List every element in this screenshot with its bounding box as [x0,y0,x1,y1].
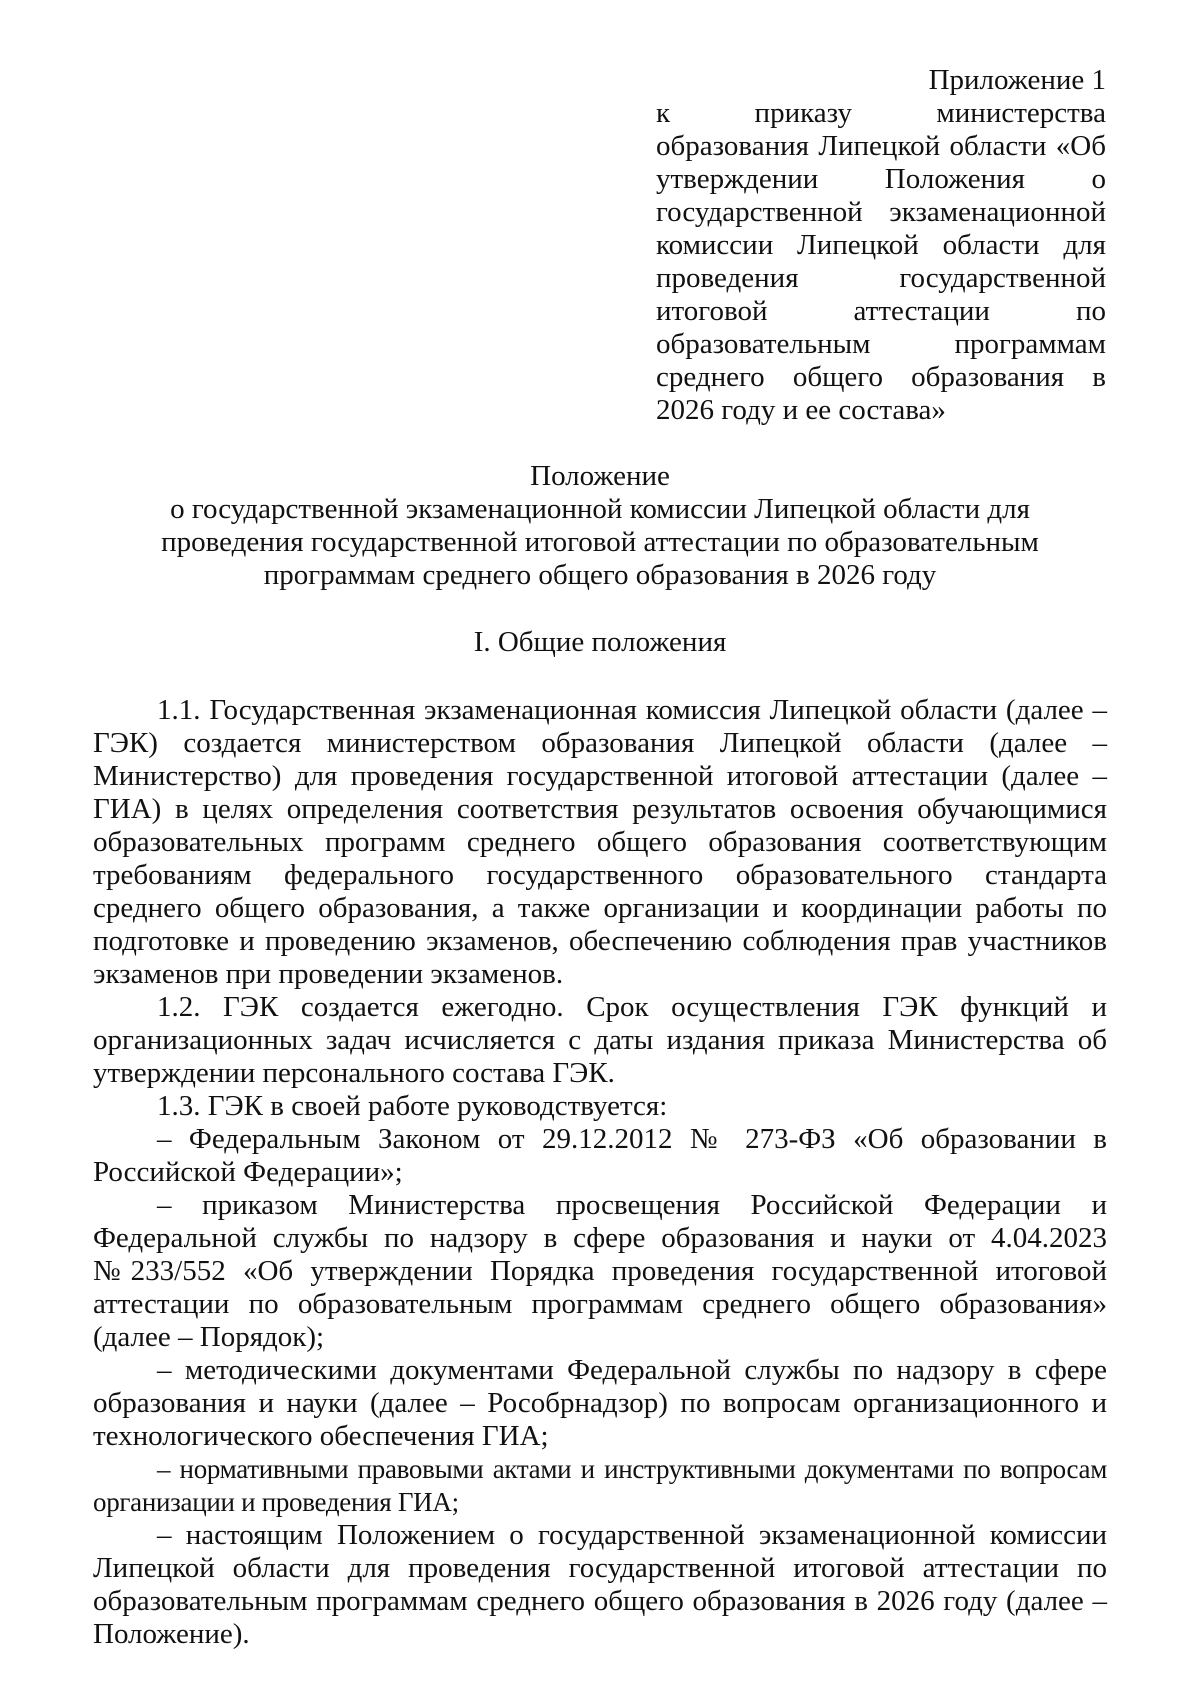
appendix-reference: к приказу министерства образования Липецкой области «Об утверждении Положения о государственной экзаменационной комиссии Липецкой области для проведения государственной итоговой аттестации по образовательным программам среднего общего образования в 2026 году и ее состава» [656,97,1106,426]
appendix-title: Приложение 1 [928,64,1106,96]
document-title: Положение [530,460,670,492]
body-text [93,694,1107,1651]
list-item-ministry-order: – приказом Министерства просвещения Российской Федерации и Федеральной службы по надзору в сфере образования и науки от 4.04.2023 №233/552 «Об утверждении Порядка проведения государственной итоговой аттестации по образовательным программам среднего общего образования» (далее – Порядок); [93,1189,1107,1353]
paragraph-1-2: 1.2. ГЭК создается ежегодно. Срок осуществления ГЭК функций и организационных задач исчисляется с даты издания приказа Министерства об утверждении персонального состава ГЭК. [93,991,1107,1089]
document-subtitle: о государственной экзаменационной комиссии Липецкой области для проведения государственной итоговой аттестации по образовательным программам среднего общего образования в 2026 году [161,493,1039,591]
list-item-this-regulation: – настоящим Положением о государственной экзаменационной комиссии Липецкой области для проведения государственной итоговой аттестации по образовательным программам среднего общего образования в 2026 году (далее – Положение). [93,1519,1107,1650]
paragraph-1-1: 1.1. Государственная экзаменационная комиссия Липецкой области (далее – ГЭК) создается министерством образования Липецкой области (далее – Министерство) для проведения государственной итоговой аттестации (далее – ГИА) в целях определения соответствия результатов освоения обучающимися образовательных программ среднего общего образования соответствующим требованиям федерального государственного образовательного стандарта среднего общего образования, а также организации и координации работы по подготовке и проведению экзаменов, обеспечению соблюдения прав участников экзаменов при проведении экзаменов. [93,694,1107,990]
list-item-federal-law: – Федеральным Законом от 29.12.2012 № 273-ФЗ «Об образовании в Российской Федерации»; [93,1123,1107,1188]
appendix-block [656,64,1106,427]
list-item-normative-acts: – нормативными правовыми актами и инструктивными документами по вопросам организации и проведения ГИА; [93,1454,1107,1517]
document-heading [90,460,1110,592]
section-title: I. Общие положения [473,626,727,658]
list-item-methodical-documents: – методическими документами Федеральной службы по надзору в сфере образования и науки (далее – Рособрнадзор) по вопросам организационного и технологического обеспечения ГИА; [93,1354,1107,1452]
paragraph-1-3: 1.3. ГЭК в своей работе руководствуется: [157,1090,668,1122]
